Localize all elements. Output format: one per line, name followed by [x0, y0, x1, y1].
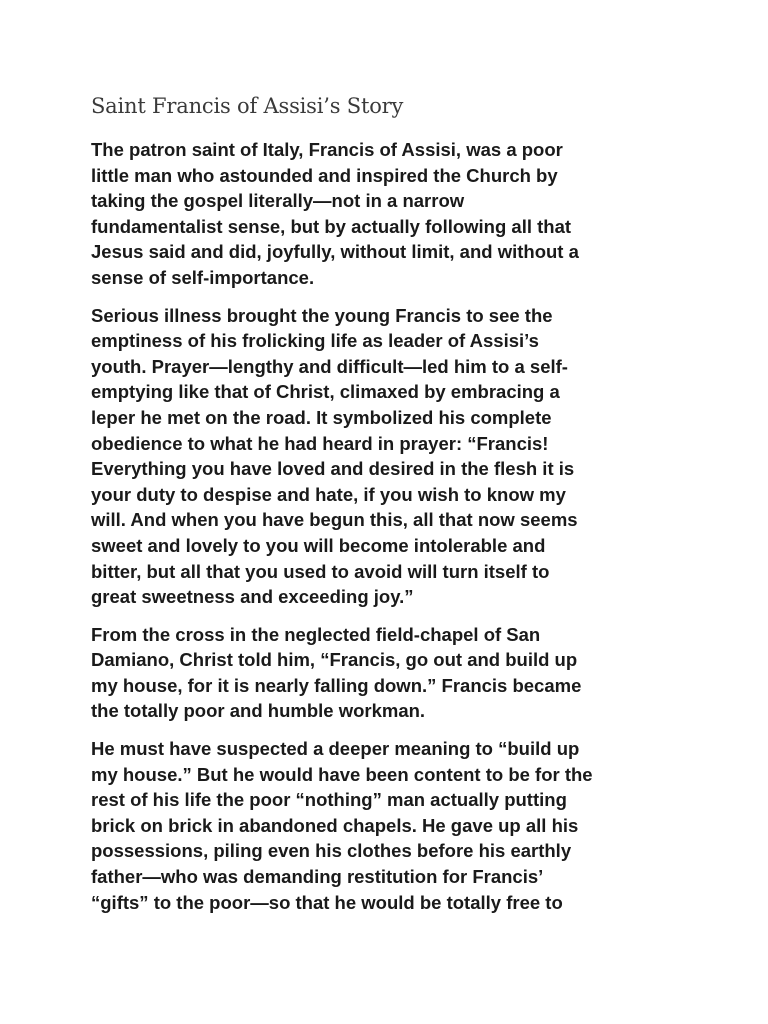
text-line: the totally poor and humble workman.: [91, 700, 426, 722]
text-line: Jesus said and did, joyfully, without limit, and without a: [91, 241, 579, 263]
text-line: From the cross in the neglected field-chapel of San: [91, 623, 541, 645]
document-title: Saint Francis of Assisi’s Story: [91, 94, 404, 118]
text-line: Serious illness brought the young Francis to see the: [91, 304, 553, 326]
paragraph-1: [91, 137, 691, 291]
text-line: Damiano, Christ told him, “Francis, go out and build up: [91, 649, 578, 671]
text-line: fundamentalist sense, but by actually following all that: [91, 215, 572, 237]
text-line: He must have suspected a deeper meaning to “build up: [91, 738, 580, 760]
paragraph-2: [91, 303, 691, 610]
text-line: taking the gospel literally—not in a narrow: [91, 190, 465, 212]
text-line: sweet and lovely to you will become intolerable and: [91, 534, 546, 556]
paragraph-3: [91, 622, 691, 724]
text-line: leper he met on the road. It symbolized his complete: [91, 406, 552, 428]
text-line: rest of his life the poor “nothing” man actually putting: [91, 789, 567, 811]
text-line: will. And when you have begun this, all that now seems: [91, 509, 578, 531]
text-line: bitter, but all that you used to avoid will turn itself to: [91, 560, 550, 582]
text-line: emptying like that of Christ, climaxed by embracing a: [91, 381, 560, 403]
text-line: “gifts” to the poor—so that he would be totally free to: [91, 891, 563, 913]
document-body: [91, 137, 691, 927]
text-line: your duty to despise and hate, if you wish to know my: [91, 483, 566, 505]
text-line: brick on brick in abandoned chapels. He gave up all his: [91, 814, 579, 836]
text-line: little man who astounded and inspired the Church by: [91, 164, 558, 186]
text-line: my house.” But he would have been content to be for the: [91, 763, 593, 785]
text-line: sense of self-importance.: [91, 266, 315, 288]
text-line: Everything you have loved and desired in the flesh it is: [91, 458, 575, 480]
text-line: obedience to what he had heard in prayer: “Francis!: [91, 432, 549, 454]
text-line: great sweetness and exceeding joy.”: [91, 586, 414, 608]
text-line: emptiness of his frolicking life as leader of Assisi’s: [91, 330, 539, 352]
text-line: youth. Prayer—lengthy and difficult—led him to a self-: [91, 355, 568, 377]
text-line: father—who was demanding restitution for Francis’: [91, 866, 544, 888]
text-line: my house, for it is nearly falling down.” Francis became: [91, 674, 582, 696]
text-line: possessions, piling even his clothes before his earthly: [91, 840, 572, 862]
text-line: The patron saint of Italy, Francis of Assisi, was a poor: [91, 139, 563, 160]
paragraph-4: [91, 736, 691, 915]
